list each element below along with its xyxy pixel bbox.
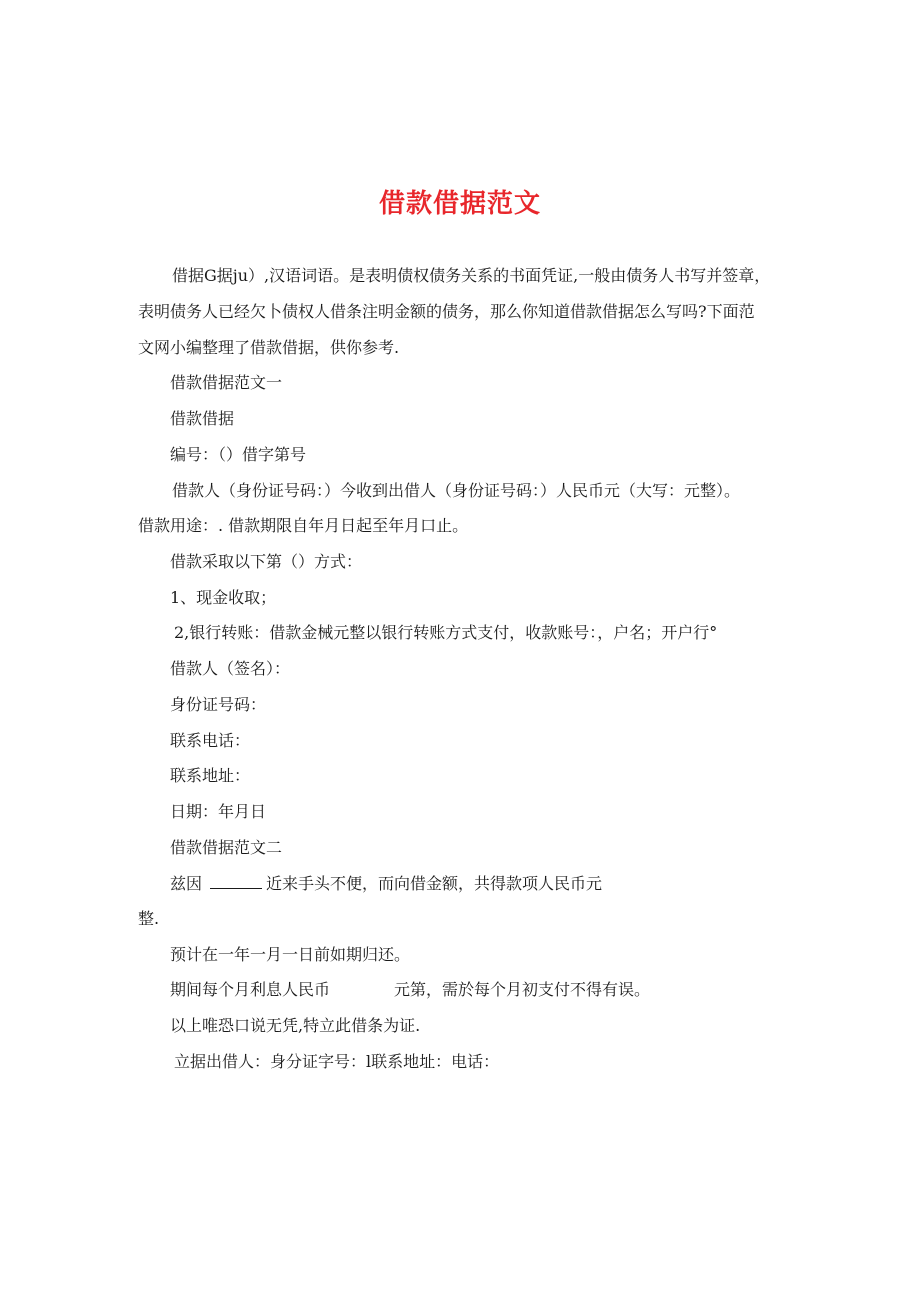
sample1-phone: 联系电话： bbox=[170, 731, 251, 750]
sample2-line-5: 以上唯恐口说无凭,特立此借条为证. bbox=[170, 1016, 421, 1035]
sample1-date: 日期：年月日 bbox=[170, 802, 267, 821]
sample2-line-1-suffix: 近来手头不便，而向借金额，共得款项人民币元 bbox=[266, 874, 603, 893]
intro-line-3: 文网小编整理了借款借据，供你参考. bbox=[138, 338, 400, 357]
sample2-line-2: 整. bbox=[138, 909, 160, 928]
sample1-method-2: 2,银行转账：借款金械元整以银行转账方式支付，收款账号：，户名；开户行° bbox=[174, 623, 718, 642]
sample2-line-4-prefix: 期间每个月利息人民币 bbox=[170, 980, 331, 999]
sample1-subtitle: 借款借据 bbox=[170, 409, 235, 428]
sample2-heading: 借款借据范文二 bbox=[170, 838, 283, 857]
sample2-line-1-prefix: 兹因 bbox=[170, 874, 203, 893]
sample1-body-line-1: 借款人（身份证号码：）今收到出借人（身份证号码：）人民币元（大写：元整）。 bbox=[172, 481, 741, 500]
sample1-heading: 借款借据范文一 bbox=[170, 373, 283, 392]
sample1-method-intro: 借款采取以下第（）方式： bbox=[170, 552, 363, 571]
intro-line-1: 借据G据ju）,汉语词语。是表明债权债务关系的书面凭证,一般由债务人书写并签章， bbox=[172, 266, 771, 285]
sample2-line-4 bbox=[170, 980, 650, 1000]
sample1-borrower-sign: 借款人（签名）： bbox=[170, 659, 291, 678]
sample1-id-number: 身份证号码： bbox=[170, 695, 267, 714]
sample2-line-3: 预计在一年一月一日前如期归还。 bbox=[170, 945, 411, 964]
sample2-line-6: 立据出借人：身分证字号：l联系地址：电话： bbox=[174, 1052, 500, 1071]
sample2-line-4-suffix: 元第，需於每个月初支付不得有误。 bbox=[394, 980, 651, 999]
sample1-number-line: 编号：（）借字第号 bbox=[170, 445, 307, 464]
sample1-body-line-2: 借款用途：. 借款期限自年月日起至年月口止。 bbox=[138, 516, 469, 535]
sample2-line-1 bbox=[170, 874, 602, 894]
sample1-method-1: 1、现金收取； bbox=[170, 588, 277, 607]
page-title: 借款借据范文 bbox=[378, 189, 541, 219]
intro-line-2: 表明债务人已经欠卜债权人借条注明金额的债务，那么你知道借款借据怎么写吗?下面范 bbox=[138, 302, 755, 321]
sample1-address: 联系地址： bbox=[170, 766, 251, 785]
blank-underline bbox=[210, 874, 262, 889]
